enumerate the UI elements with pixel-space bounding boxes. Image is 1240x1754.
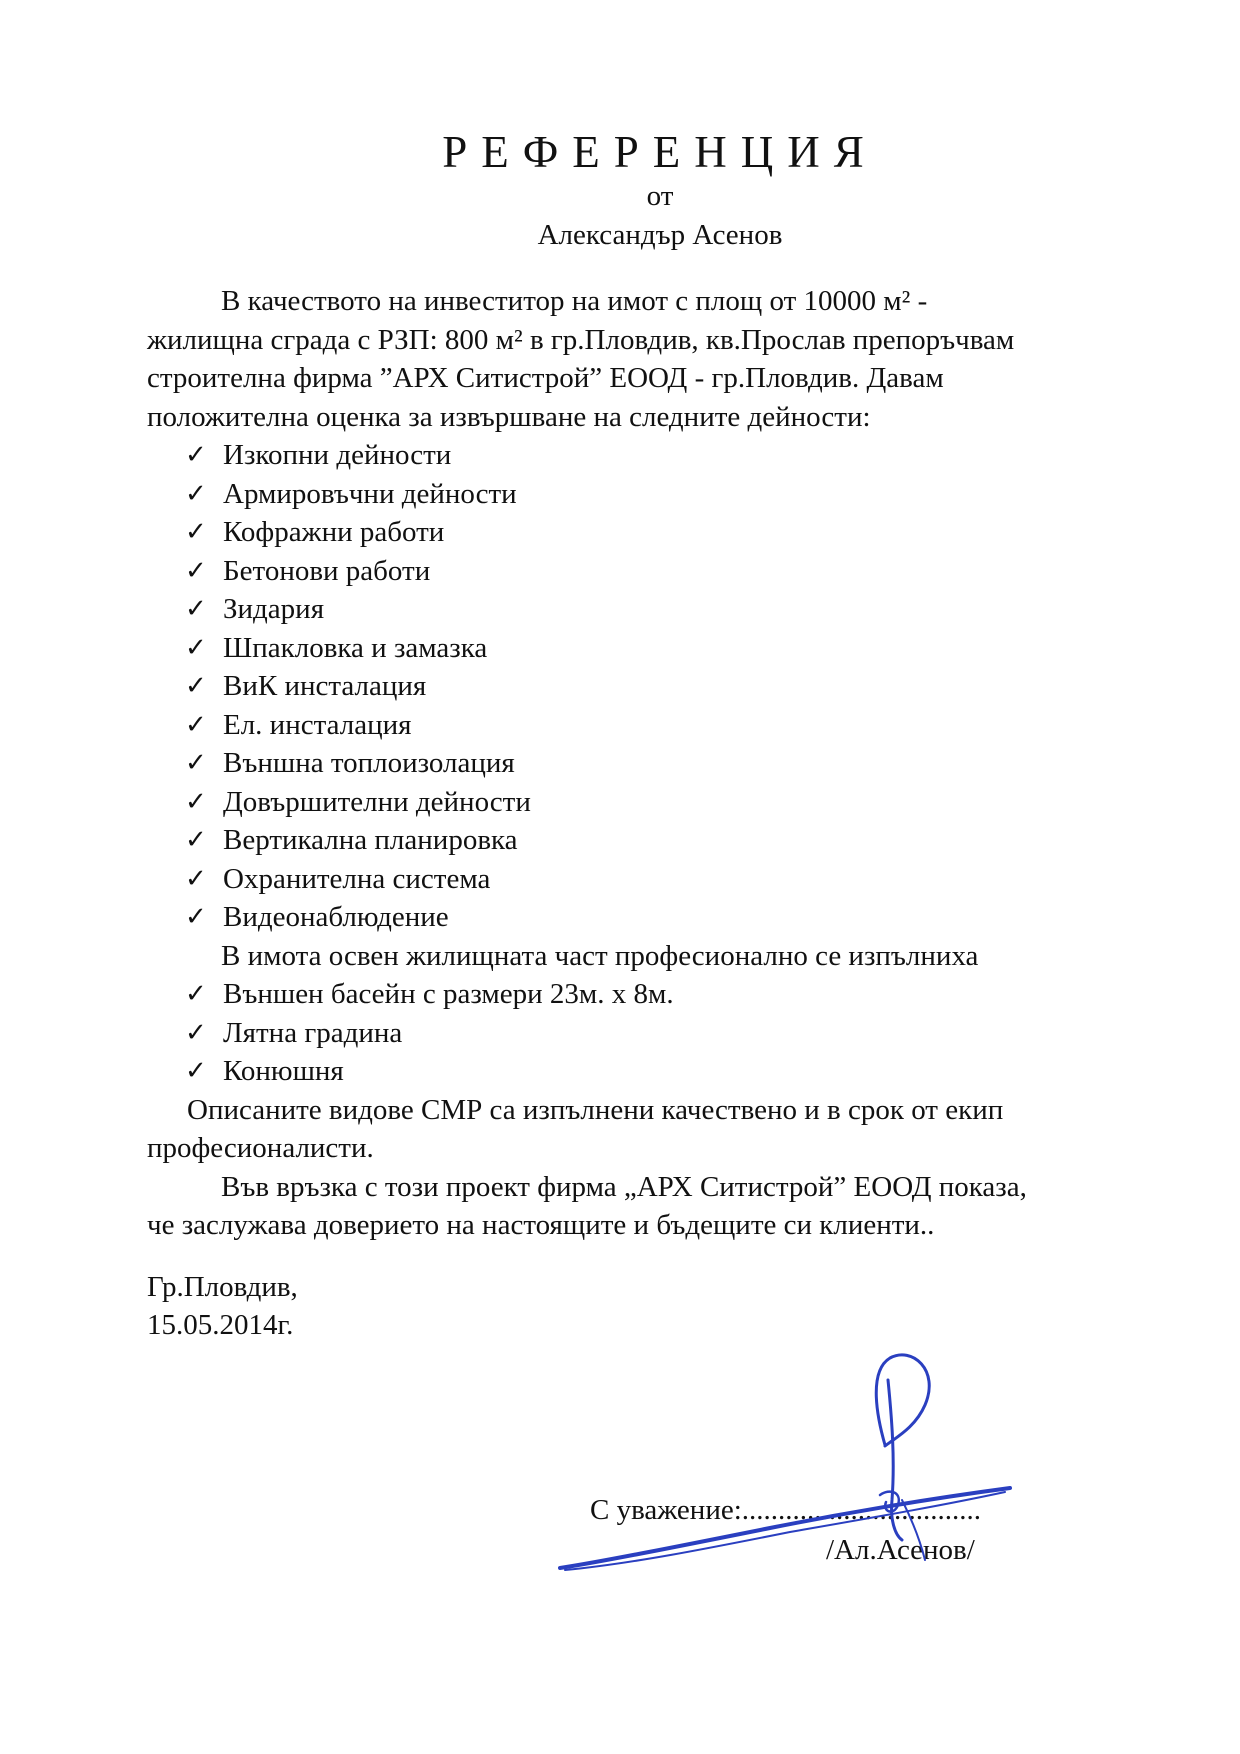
document-author: Александър Асенов [537,219,783,251]
list-item [147,667,1157,706]
list-item-label: Зидария [223,593,325,625]
signoff-line: С уважение:................................. [590,1494,982,1526]
list-item-label: Довършителни дейности [223,785,531,818]
list-item-label: Охранителна система [223,862,491,895]
list-item [147,552,1157,591]
extras-intro: В имота освен жилищната част професионално се изпълниха [221,939,979,972]
list-item [147,783,1157,822]
document-body [147,282,1157,1245]
list-item-label: Външна топлоизолация [223,747,515,779]
list-item-label: Вертикална планировка [223,824,518,856]
checkmark-icon: ✓ [185,632,207,663]
checkmark-icon: ✓ [185,1056,207,1086]
paragraph-line: Описаните видове СМР са изпълнени качествено и в срок от екип [187,1093,1004,1126]
checkmark-icon: ✓ [185,555,207,586]
place-and-date [147,1268,298,1344]
signer-name: /Ал.Асенов/ [826,1534,975,1566]
list-item [147,513,1157,552]
list-item [147,436,1157,475]
list-item [147,629,1157,668]
list-item-label: Кофражни работи [223,516,445,548]
paragraph-line: Във връзка с този проект фирма „АРХ Ситистрой” ЕООД показа, [221,1170,1027,1203]
paragraph-line: строителна фирма ”АРХ Ситистрой” ЕООД - гр.Пловдив. Давам [147,362,944,394]
list-item-label: Бетонови работи [223,554,431,587]
city: Гр.Пловдив, [147,1271,298,1303]
checkmark-icon: ✓ [185,594,207,624]
handwritten-signature [540,1350,1060,1610]
list-item-label: Ел. инсталация [223,708,412,741]
checkmark-icon: ✓ [185,863,207,894]
checkmark-icon: ✓ [185,709,207,740]
checkmark-icon: ✓ [185,1017,207,1048]
checkmark-icon: ✓ [185,478,207,509]
checkmark-icon: ✓ [185,748,207,778]
date: 15.05.2014г. [147,1309,294,1341]
checkmark-icon: ✓ [185,825,207,855]
list-item-label: Изкопни дейности [223,439,452,471]
paragraph-line: професионалисти. [147,1132,374,1164]
list-item-label: Армировъчни дейности [223,477,517,510]
checkmark-icon: ✓ [185,517,207,547]
paragraph-line: В качеството на инвеститор на имот с площ от 10000 м² - [221,285,928,317]
checkmark-icon: ✓ [185,671,207,701]
list-item-label: Външен басейн с размери 23м. х 8м. [223,978,674,1010]
checkmark-icon: ✓ [185,979,207,1009]
list-item [147,975,1157,1014]
list-item-label: Видеонаблюдение [223,901,449,933]
list-item [147,898,1157,937]
document-title: РЕФЕРЕНЦИЯ [442,127,878,177]
list-item-label: Конюшня [223,1055,344,1087]
list-item [147,1014,1157,1053]
list-item-label: ВиК инсталация [223,670,427,702]
list-item-label: Лятна градина [223,1016,403,1049]
paragraph-line: жилищна сграда с РЗП: 800 м² в гр.Пловдив, кв.Прослав препоръчвам [147,323,1015,356]
list-item [147,821,1157,860]
paragraph-line: че заслужава доверието на настоящите и бъдещите си клиенти.. [147,1209,935,1241]
list-item [147,744,1157,783]
document-from-label: от [646,180,674,212]
activities-list [147,436,1157,937]
checkmark-icon: ✓ [185,786,207,817]
list-item [147,706,1157,745]
extras-list [147,975,1157,1091]
list-item [147,590,1157,629]
checkmark-icon: ✓ [185,902,207,932]
paragraph-line: положителна оценка за извършване на следните дейности: [147,400,871,433]
checkmark-icon: ✓ [185,440,207,470]
list-item [147,1052,1157,1091]
list-item-label: Шпакловка и замазка [223,631,488,664]
list-item [147,860,1157,899]
list-item [147,475,1157,514]
